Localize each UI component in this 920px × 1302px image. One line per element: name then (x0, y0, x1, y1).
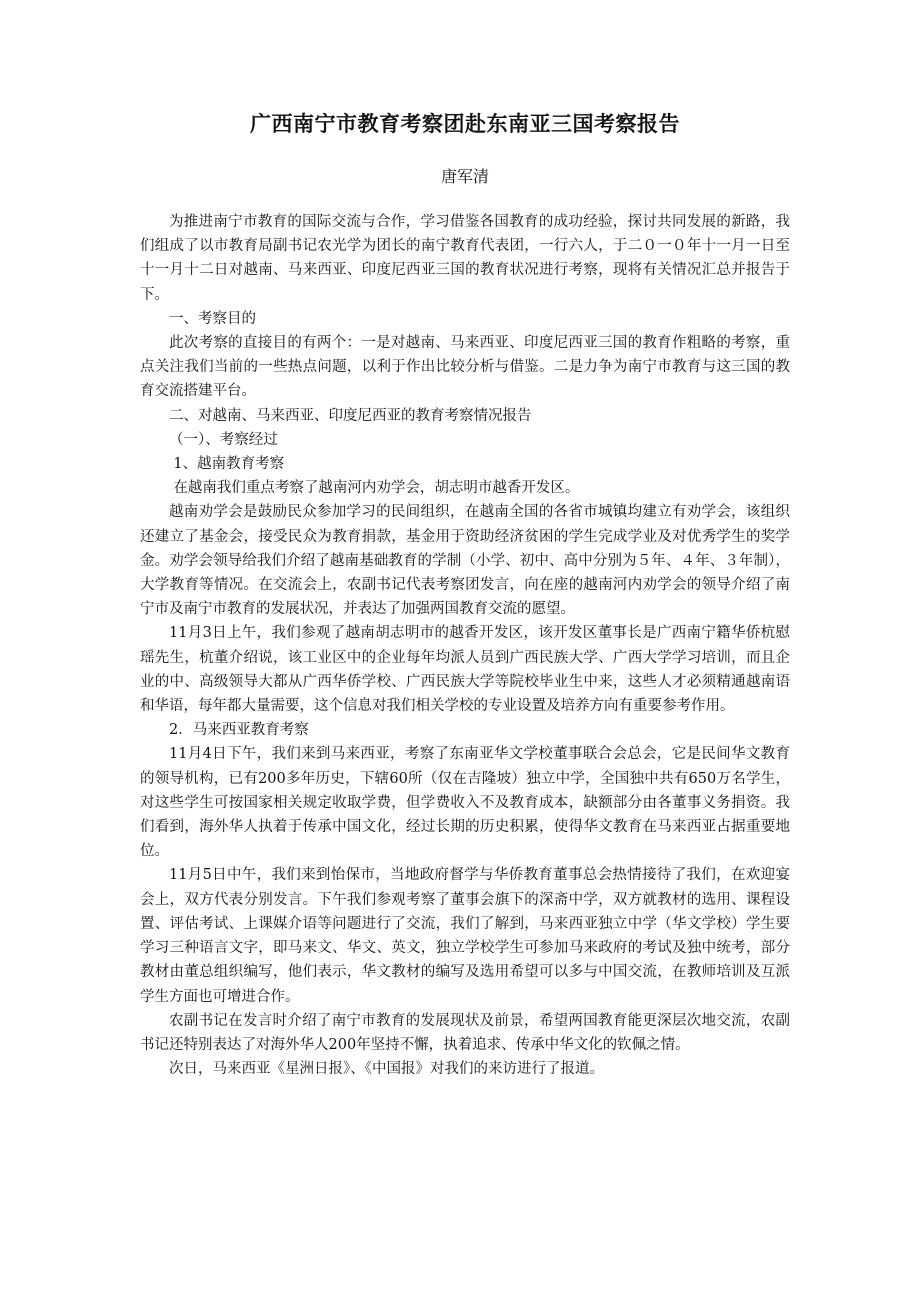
section-heading-1: 一、考察目的 (169, 310, 256, 327)
item-heading-vietnam: 1、越南教育考察 (173, 456, 285, 473)
paragraph-vietnam-zone: 11月3日上午，我们参观了越南胡志明市的越香开发区，该开发区董事长是广西南宁籍华侨杭慰瑶先生，杭董介绍说，该工业区中的企业每年均派人员到广西民族大学、广西大学学习培训，而且企业的中、高级领导大都从广西华侨学校、广西民族大学等院校毕业生中来，这些人才必须精通越南语和华语，每年都大量需要，这个信息对我们相关学校的专业设置及培养方向有重要参考作用。 (140, 625, 790, 715)
subsection-heading: （一）、考察经过 (169, 431, 278, 448)
paragraph-malaysia-nov5: 11月5日中午，我们来到怡保市，当地政府督学与华侨教育董事总会热情接待了我们，在欢迎宴会上，双方代表分别发言。下午我们参观考察了董事会旗下的深斋中学，双方就教材的选用、课程设置、评估考试、上课媒介语等问题进行了交流，我们了解到，马来西亚独立中学（华文学校）学生要学习三种语言文字，即马来文、华文、英文，独立学校学生可参加马来政府的考试及独中统考，部分教材由董总组织编写，他们表示，华文教材的编写及选用希望可以多与中国交流，在教师培训及互派学生方面也可增进合作。 (140, 867, 790, 1005)
paragraph-malaysia-nov4: 11月4日下午，我们来到马来西亚，考察了东南亚华文学校董事联合会总会，它是民间华文教育的领导机构，已有200多年历史，下辖60所（仅在吉隆坡）独立中学，全国独中共有650万名学生，对这些学生可按国家相关规定收取学费，但学费收入不及教育成本，缺额部分由各董事义务捐资。我们看到，海外华人执着于传承中国文化，经过长期的历史积累，使得华文教育在马来西亚占据重要地位。 (140, 746, 790, 860)
document-author: 唐军清 (440, 167, 489, 186)
paragraph-press: 次日，马来西亚《星洲日报》、《中国报》对我们的来访进行了报道。 (169, 1061, 604, 1078)
document-title: 广西南宁市教育考察团赴东南亚三国考察报告 (250, 112, 680, 136)
paragraph-vietnam-association: 越南劝学会是鼓励民众参加学习的民间组织，在越南全国的各省市城镇均建立有劝学会，该组织还建立了基金会，接受民众为教育捐款，基金用于资助经济贫困的学生完成学业及对优秀学生的奖学金。劝学会领导给我们介绍了越南基础教育的学制（小学、初中、高中分别为５年、４年、３年制），大学教育等情况。在交流会上，农副书记代表考察团发言，向在座的越南河内劝学会的领导介绍了南宁市及南宁市教育的发展状况，并表达了加强两国教育交流的愿望。 (140, 504, 790, 618)
document-page (140, 108, 790, 1081)
item-heading-malaysia: 2．马来西亚教育考察 (169, 722, 309, 739)
paragraph-intro: 为推进南宁市教育的国际交流与合作，学习借鉴各国教育的成功经验，探讨共同发展的新路，我们组成了以市教育局副书记农光学为团长的南宁教育代表团，一行六人，于二０一０年十一月一日至十一月十二日对越南、马来西亚、印度尼西亚三国的教育状况进行考察，现将有关情况汇总并报告于下。 (140, 214, 790, 303)
paragraph-speech: 农副书记在发言时介绍了南宁市教育的发展现状及前景，希望两国教育能更深层次地交流，农副书记还特别表达了对海外华人200年坚持不懈，执着追求、传承中华文化的钦佩之情。 (140, 1012, 790, 1053)
document-body (140, 210, 790, 1081)
paragraph-purpose: 此次考察的直接目的有两个：一是对越南、马来西亚、印度尼西亚三国的教育作粗略的考察，重点关注我们当前的一些热点问题，以利于作出比较分析与借鉴。二是力争为南宁市教育与这三国的教育交流搭建平台。 (140, 335, 790, 400)
section-heading-2: 二、对越南、马来西亚、印度尼西亚的教育考察情况报告 (169, 407, 532, 424)
paragraph-vietnam-summary: 在越南我们重点考察了越南河内劝学会，胡志明市越香开发区。 (173, 480, 580, 497)
